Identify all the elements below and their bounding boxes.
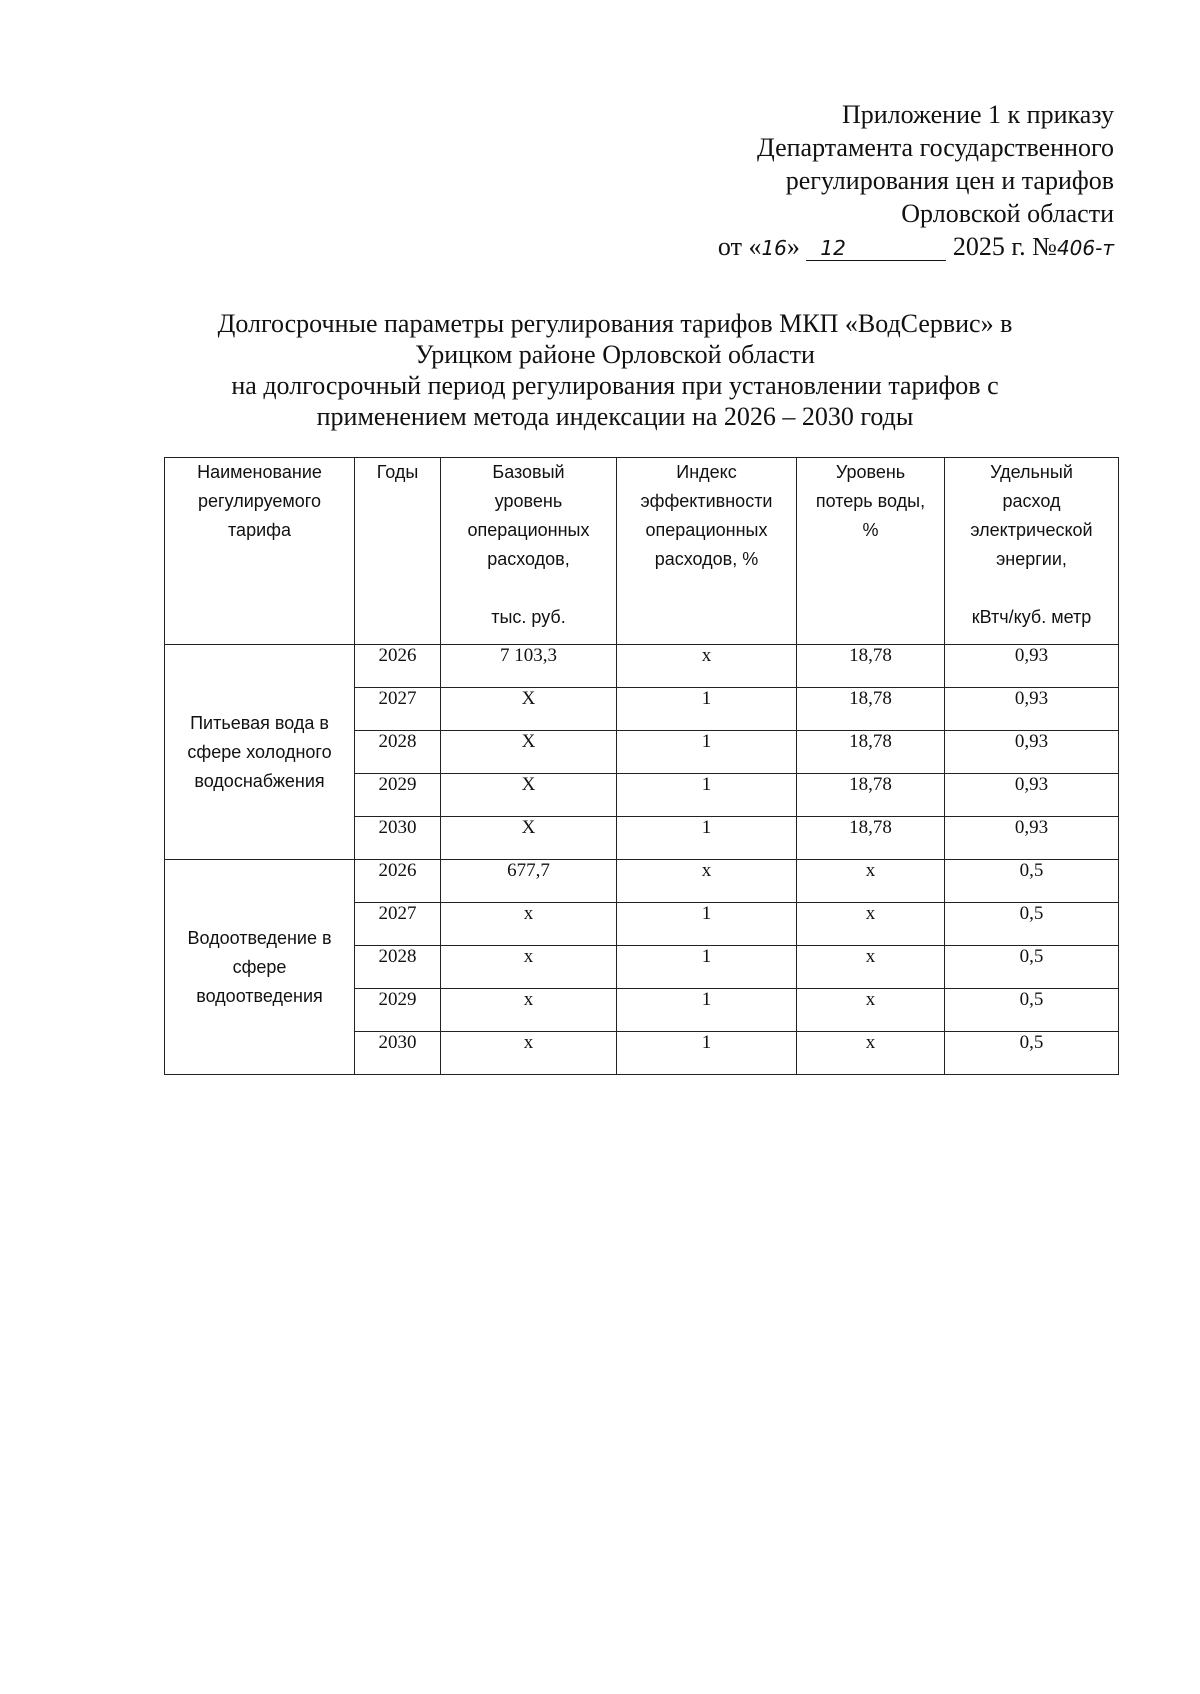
cell-losses: x [797,989,945,1032]
annex-line-2: Департамента государственного [757,133,1114,162]
cell-losses: 18,78 [797,774,945,817]
cell-index: 1 [617,989,797,1032]
cell-index: 1 [617,1032,797,1075]
cell-base: X [441,688,617,731]
cell-base: x [441,1032,617,1075]
header-energy-consumption: Удельный расход электрической энергии, кВтч/куб. метр [945,458,1119,645]
date-prefix: от « [717,232,762,261]
cell-index: x [617,645,797,688]
annex-block [718,98,1114,265]
cell-energy: 0,93 [945,774,1119,817]
cell-year: 2027 [355,903,441,946]
table-header-row [165,458,1119,645]
cell-losses: 18,78 [797,645,945,688]
cell-energy: 0,93 [945,817,1119,860]
cell-year: 2030 [355,817,441,860]
parameters-table [164,457,1119,1075]
cell-energy: 0,5 [945,989,1119,1032]
header-tariff-name: Наименование регулируемого тарифа [165,458,355,645]
document-title [150,308,1080,432]
cell-losses: x [797,946,945,989]
cell-base: X [441,817,617,860]
handwritten-day: 16 [761,236,787,260]
cell-index: 1 [617,688,797,731]
cell-energy: 0,5 [945,860,1119,903]
cell-energy: 0,93 [945,688,1119,731]
table-row [165,860,1119,903]
cell-year: 2026 [355,860,441,903]
cell-losses: x [797,903,945,946]
cell-base: x [441,989,617,1032]
annex-line-1: Приложение 1 к приказу [841,100,1114,129]
cell-year: 2028 [355,946,441,989]
cell-index: 1 [617,774,797,817]
cell-year: 2029 [355,989,441,1032]
cell-year: 2028 [355,731,441,774]
cell-index: 1 [617,903,797,946]
cell-base: x [441,946,617,989]
header-water-losses: Уровень потерь воды, % [797,458,945,645]
title-line-4: применением метода индексации на 2026 – 2030 годы [316,402,914,431]
annex-line-4: Орловской области [901,199,1114,228]
year-text: 2025 г. № [946,232,1057,261]
group-name-wastewater: Водоотведение в сфере водоотведения [165,860,355,1075]
cell-index: 1 [617,946,797,989]
handwritten-order-number: 406-т [1056,236,1114,260]
cell-energy: 0,93 [945,645,1119,688]
title-line-2: Урицком районе Орловской области [415,340,815,369]
cell-index: 1 [617,817,797,860]
cell-energy: 0,5 [945,946,1119,989]
cell-energy: 0,93 [945,731,1119,774]
title-line-3: на долгосрочный период регулирования при установлении тарифов с [231,371,999,400]
month-blank [806,235,946,261]
cell-year: 2030 [355,1032,441,1075]
handwritten-month: 12 [820,236,846,260]
cell-losses: 18,78 [797,688,945,731]
cell-base: 7 103,3 [441,645,617,688]
cell-energy: 0,5 [945,1032,1119,1075]
annex-line-3: регулирования цен и тарифов [785,166,1114,195]
header-base-expenses: Базовый уровень операционных расходов, тыс. руб. [441,458,617,645]
cell-year: 2029 [355,774,441,817]
cell-base: X [441,774,617,817]
group-name-drinking-water: Питьевая вода в сфере холодного водоснабжения [165,645,355,860]
cell-base: x [441,903,617,946]
cell-index: 1 [617,731,797,774]
cell-index: x [617,860,797,903]
header-years: Годы [355,458,441,645]
header-efficiency-index: Индекс эффективности операционных расходов, % [617,458,797,645]
date-mid: » [786,232,807,261]
cell-losses: x [797,860,945,903]
cell-base: X [441,731,617,774]
title-line-1: Долгосрочные параметры регулирования тарифов МКП «ВодСервис» в [217,309,1013,338]
cell-year: 2027 [355,688,441,731]
order-date-line [718,230,1114,265]
cell-energy: 0,5 [945,903,1119,946]
cell-losses: 18,78 [797,817,945,860]
table-row [165,645,1119,688]
cell-losses: x [797,1032,945,1075]
cell-losses: 18,78 [797,731,945,774]
cell-base: 677,7 [441,860,617,903]
cell-year: 2026 [355,645,441,688]
